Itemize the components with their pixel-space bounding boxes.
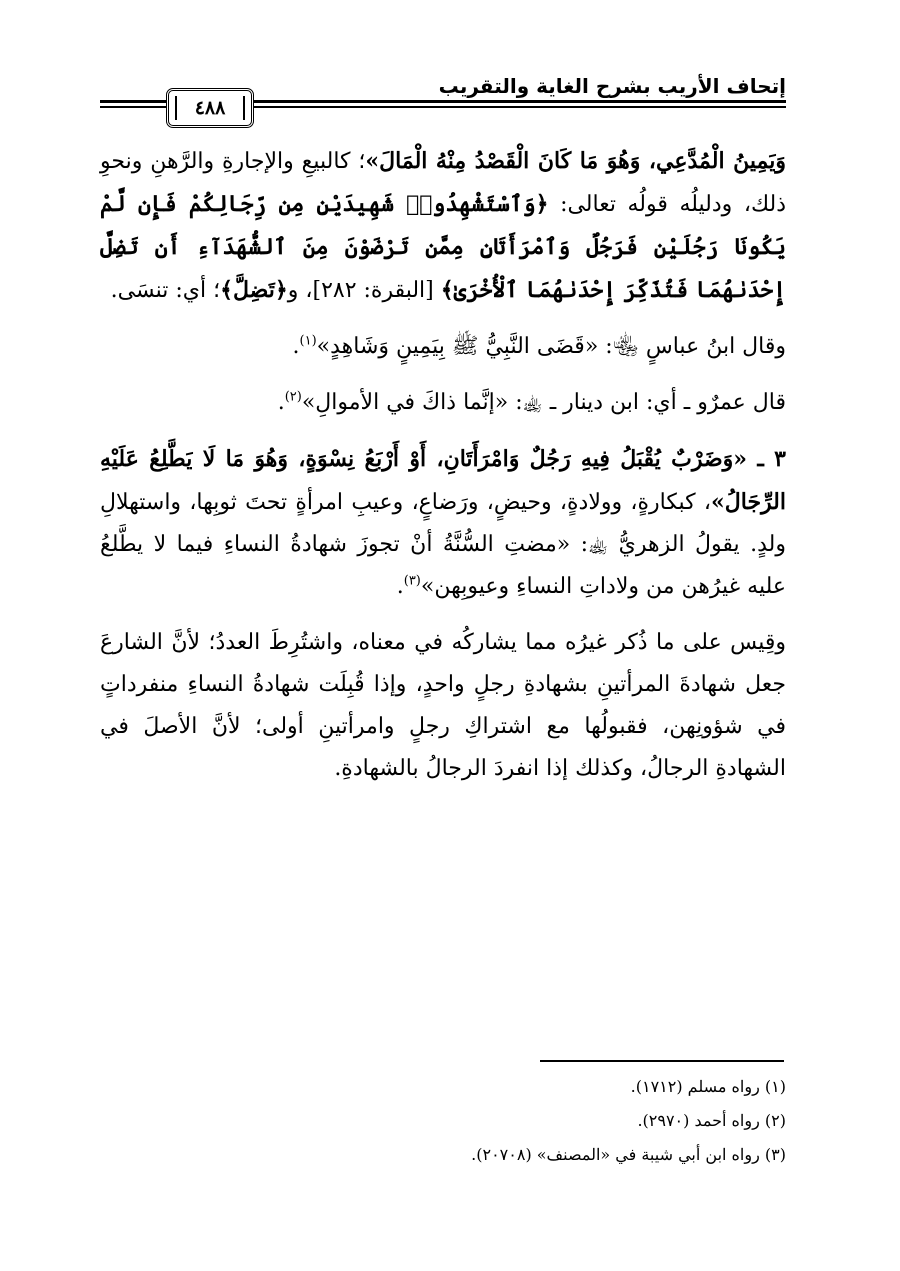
text-segment: . xyxy=(277,390,285,415)
text-segment: قال عمرٌو ـ أي: ابن دينار ـ ﵀: «إنَّما ذاكَ في الأموالِ» xyxy=(301,390,786,415)
text-segment: ؛ أي: تنسَى. xyxy=(110,278,221,303)
main-text xyxy=(100,140,786,804)
text-segment: . xyxy=(396,574,404,599)
text-segment: وقِيس على ما ذُكر غيرُه مما يشاركُه في معناه، واشتُرِطَ العددُ؛ لأنَّ الشارعَ جعل شهادةَ المرأتينِ بشهادةِ رجلٍ واحدٍ، وإذا قُبِلَت شهادةُ النساءِ منفرداتٍ في شؤونِهن، فقبولُها مع اشتراكِ رجلٍ وامرأتينِ أولى؛ لأنَّ الأصلَ في الشهادةِ الرجالُ، وكذلك إذا انفردَ الرجالُ بالشهادةِ. xyxy=(100,630,786,781)
text-segment: ؛ كالبيعِ والإجارةِ والرَّهنِ ونحوِ ذلك، ودليلُه قولُه تعالى: xyxy=(100,149,787,217)
page-header xyxy=(100,64,786,122)
text-segment: ، كبكارةٍ، وولادةٍ، وحيضٍ، ورَضاعٍ، وعيبِ امرأةٍ تحتَ ثوبِها، واستهلالِ ولدٍ. يقولُ الزهريُّ ﵀: «مضتِ السُّنَّةُ أنْ تجوزَ شهادةُ النساءِ فيما لا يطَّلعُ عليه غيرُهن من ولاداتِ النساءِ وعيوبِهن» xyxy=(100,490,786,599)
header-rule-right-thin xyxy=(254,106,786,108)
page-number: ٤٨٨ xyxy=(194,97,226,119)
footnote-ref: (٢) xyxy=(284,389,302,405)
footnote-ref: (١) xyxy=(299,333,317,349)
text-segment: وَيَمِينُ الْمُدَّعِي، وَهُوَ مَا كَانَ الْقَصْدُ مِنْهُ الْمَالَ» xyxy=(365,148,786,174)
header-rule-right xyxy=(254,100,786,103)
paragraph xyxy=(100,382,786,424)
text-segment: وقال ابنُ عباسٍ ﵄: «قَضَى النَّبِيُّ ﷺ بِيَمِينٍ وَشَاهِدٍ» xyxy=(316,334,786,359)
paragraph xyxy=(100,140,786,312)
footnote-ref: (٣) xyxy=(403,573,421,589)
quran-verse: ﴿وَٱسْتَشْهِدُوا۟ شَهِيدَيْنِ مِن رِّجَالِكُمْ فَإِن لَّمْ يَكُونَا رَجُلَيْنِ فَرَجُلٌ وَٱمْرَأَتَانِ مِمَّن تَرْضَوْنَ مِنَ ٱلشُّهَدَآءِ أَن تَضِلَّ إِحْدَىٰهُمَا فَتُذَكِّرَ إِحْدَىٰهُمَا ٱلْأُخْرَىٰ﴾ xyxy=(100,191,786,303)
text-segment: ٣ ـ «وَضَرْبٌ يُقْبَلُ فِيهِ رَجُلٌ وَامْرَأَتَانِ، أَوْ أَرْبَعُ نِسْوَةٍ، وَهُوَ مَا لَا يَطَّلِعُ عَلَيْهِ الرِّجَالُ» xyxy=(100,446,786,515)
book-title: إتحاف الأريب بشرح الغاية والتقريب xyxy=(438,74,786,98)
quran-verse: ﴿تَضِلَّ﴾ xyxy=(220,277,288,303)
header-rule-left xyxy=(100,100,166,103)
footnote-1: (١) رواه مسلم (١٧١٢). xyxy=(630,1077,786,1096)
footnote-2: (٢) رواه أحمد (٢٩٧٠). xyxy=(637,1111,786,1130)
footnote-3: (٣) رواه ابن أبي شيبة في «المصنف» (٢٠٧٠٨). xyxy=(471,1145,786,1164)
text-segment: . xyxy=(292,334,300,359)
header-rule-left-thin xyxy=(100,106,166,108)
paragraph xyxy=(100,326,786,368)
text-segment: [البقرة: ٢٨٢]، و xyxy=(287,278,441,303)
footnotes xyxy=(100,1070,786,1172)
paragraph xyxy=(100,438,786,608)
page-number-box xyxy=(166,88,254,128)
paragraph xyxy=(100,622,786,790)
footnote-separator xyxy=(540,1060,784,1062)
